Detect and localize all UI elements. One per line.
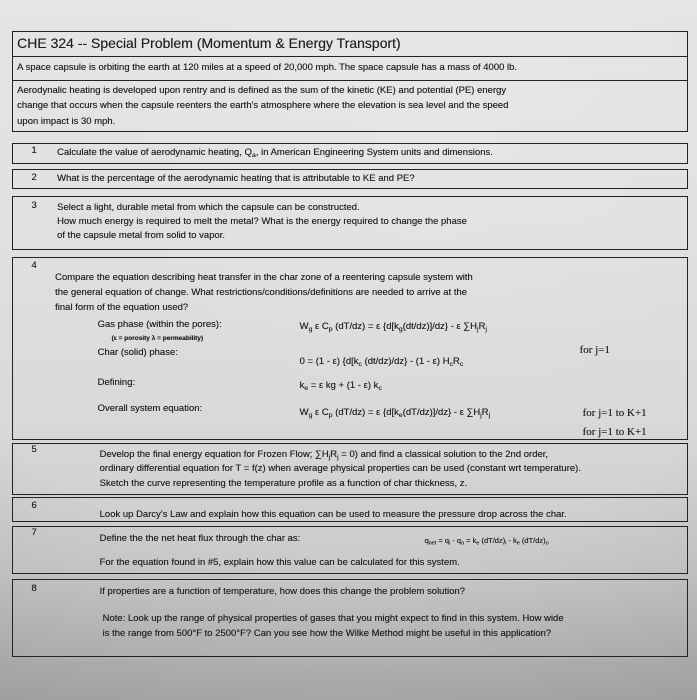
gas-phase-label: Gas phase (within the pores): [97,318,222,330]
problem-followup: For the equation found in #5, explain how this value can be calculated for this system. [99,556,460,568]
text-run: = k [463,535,477,545]
problem-number: 5 [31,444,37,455]
text-run: = q [436,535,449,545]
problem-row-2 [12,169,688,189]
text-run: R [478,320,486,332]
problem-header [12,31,688,132]
subscript: j [337,453,339,461]
subscript: o [460,540,464,547]
text-run: (dT/dz) [479,535,506,545]
text-run: Calculate the value of aerodynamic heating, Q [57,146,252,158]
char-phase-label: Char (solid) phase: [97,346,178,358]
problem-text: What is the percentage of the aerodynamic heating that is attributable to KE and PE? [57,172,415,184]
text-run: (dT/dz)]/dz} - ε ∑H [402,406,481,418]
overall-system-label: Overall system equation: [97,402,203,414]
text-run: q [424,535,429,545]
overall-range: for j=1 to K+1 [582,425,647,438]
subscript: a [251,151,256,159]
subscript: j [485,325,487,333]
subscript: o [545,540,549,547]
subscript: net [428,540,437,547]
subscript: g [398,325,403,333]
subscript: j [480,411,482,419]
subscript: e [476,540,480,547]
problem-text: If properties are a function of temperature, how does this change the problem solution? [99,585,465,597]
problem-note: Note: Look up the range of physical properties of gases that you might expect to find in this system. How wide is the range from 500°F to 2500°F? Can you see how the Wilke Method might be useful in this application? [102,613,564,639]
problem-number: 2 [31,171,37,183]
gas-phase-equation [300,321,487,333]
text-run: = 0) and find a classical solution to the 2nd order, ordinary differential equation for T = f(z) when average physical properties can be used (constant wrt temperature). Sketch the curve representing the temperature profile as a function of char thickness, z. [99,448,581,489]
subscript: g [308,411,313,419]
subscript: j [488,411,491,419]
problem-number: 4 [31,259,37,271]
overall-system-equation [300,407,491,419]
text-run: , in American Engineering System units and dimensions. [255,146,493,158]
text-run: W [299,320,309,332]
subscript: p [328,325,333,333]
overall-range-inline: for j=1 to K+1 [582,406,647,419]
problem-text: Compare the equation describing heat transfer in the char zone of a reentering capsule system with the general equation of change. What restrictions/conditions/definitions are needed to arrive at the final form of the equation used? [55,272,473,313]
subscript: i [448,540,451,547]
subscript: g [308,325,313,333]
text-run: (dt/dz)/dz} - (1 - ε) H [361,355,450,367]
problem-text: Define the the net heat flux through the char as: [99,532,301,544]
subscript: c [358,360,362,368]
text-run: (dT/dz) = ε {d[k [332,406,399,418]
text-run: ε C [312,320,329,332]
problem-row-3 [12,196,688,250]
problem-number: 6 [31,499,37,511]
aerodynamic-heating-definition: Aerodynalic heating is developed upon rentry and is defined as the sum of the kinetic (KE) and potential (PE) energy change that occurs when the capsule reenters the earth's atmosphere where the elevation is sea level and the speed upon impact is 30 mph. [17,84,509,127]
text-run: Develop the final energy equation for Frozen Flow; ∑H [99,448,329,460]
text-run: R [481,406,489,418]
problem-row-5 [12,443,688,495]
problem-number: 1 [31,144,37,156]
subscript: p [328,411,333,419]
problem-text: Look up Darcy's Law and explain how this equation can be used to measure the pressure drop across the char. [99,509,567,520]
text-run: = ε kg + (1 - ε) k [308,379,379,391]
problem-text [100,448,581,492]
text-run: R [330,448,337,460]
problem-number: 3 [31,199,37,211]
problem-row-4 [12,257,688,440]
net-heat-flux-equation [425,536,549,546]
text-run: R [452,355,460,367]
problem-number: 7 [31,527,37,538]
text-run: (dt/dz)]/dz} - ε ∑H [402,320,477,332]
problem-row-6 [12,497,688,522]
problem-text: Select a light, durable metal from which the capsule can be constructed. How much energy is required to melt the metal? What is the energy required to change the phase of the capsule metal from solid to vapor. [57,201,467,241]
subscript: j [476,325,479,333]
document-title: CHE 324 -- Special Problem (Momentum & Energy Transport) [13,32,687,57]
problem-number: 8 [31,582,37,594]
text-run: 0 = (1 - ε) {d[k [299,355,359,367]
text-run: k [299,379,305,391]
char-phase-equation [300,356,464,368]
scenario-statement: A space capsule is orbiting the earth at 120 miles at a speed of 20,000 mph. The space capsule has a mass of 4000 lb. [13,57,687,81]
problem-row-7 [12,526,688,574]
subscript: e [398,411,403,419]
subscript: e [304,384,309,392]
problem-row-1 [12,143,688,164]
defining-label: Defining: [97,376,135,388]
subscript: j [328,453,331,461]
subscript: e [516,540,520,547]
text-run: (dT/dz) [519,535,546,545]
problem-row-8 [12,579,688,657]
subscript: c [449,360,453,368]
porosity-permeability-note: (ε = porosity λ = permeability) [111,334,204,342]
text-run: ε C [312,406,329,418]
text-run: - q [450,535,461,545]
effective-conductivity-equation [300,380,382,392]
text-run: W [299,406,309,418]
text-run: - k [506,535,517,545]
subscript: c [378,384,382,392]
text-run: (dT/dz) = ε {d[k [332,320,399,332]
problem-text [57,146,493,160]
subscript: i [505,540,507,547]
char-phase-range: for j=1 [579,343,610,356]
subscript: c [459,360,464,368]
